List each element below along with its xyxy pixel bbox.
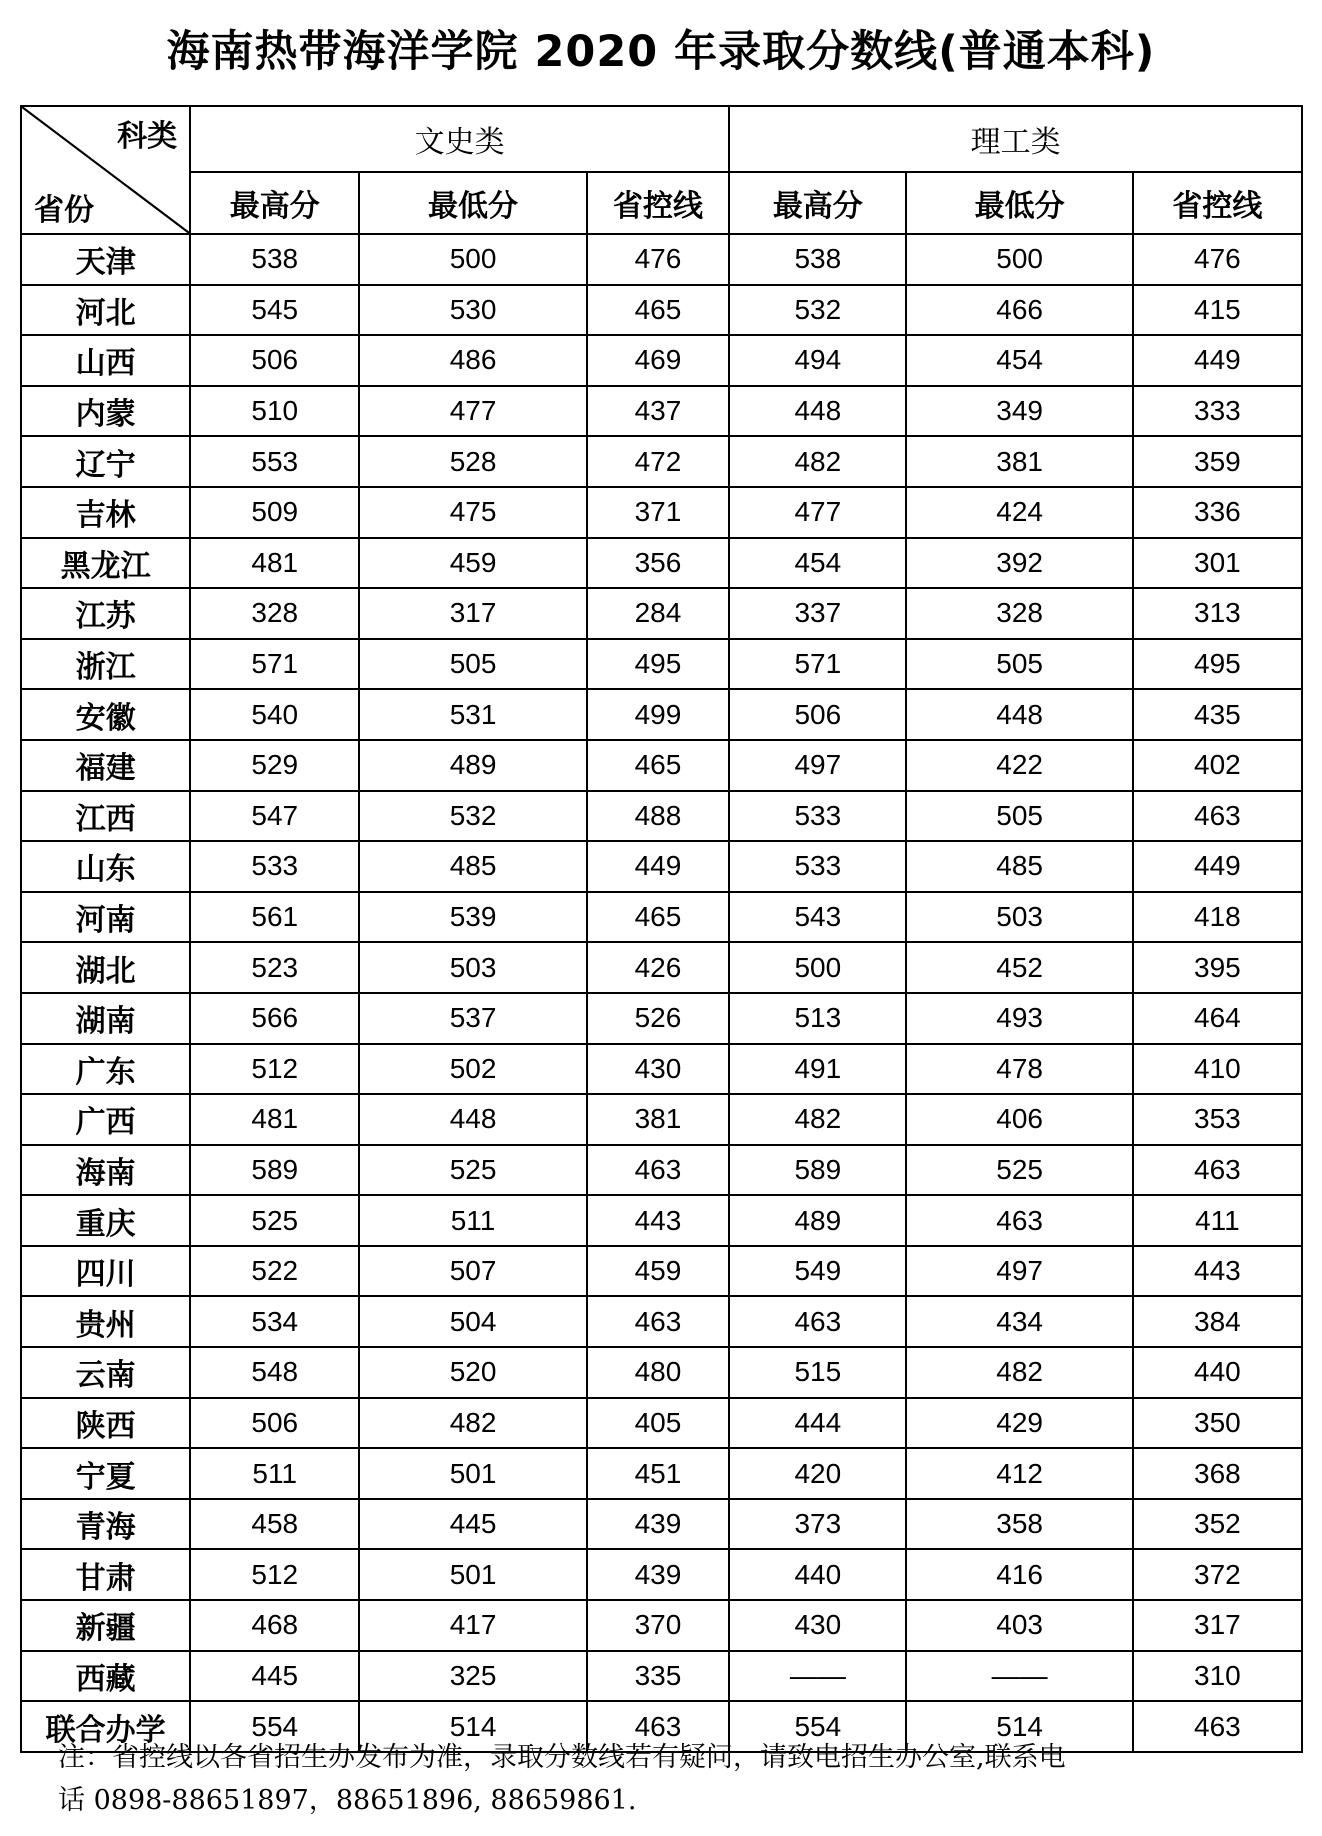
province-cell: 山西 — [21, 335, 190, 386]
score-cell: 500 — [359, 234, 586, 285]
score-cell: 454 — [906, 335, 1132, 386]
table-row — [21, 335, 1302, 386]
score-cell: 481 — [190, 1094, 359, 1145]
table-row — [21, 1347, 1302, 1398]
province-cell: 西藏 — [21, 1651, 190, 1702]
province-cell: 广西 — [21, 1094, 190, 1145]
score-cell: 368 — [1133, 1448, 1302, 1499]
score-cell: 439 — [587, 1549, 729, 1600]
score-cell: 531 — [359, 689, 586, 740]
province-cell: 辽宁 — [21, 436, 190, 487]
table-row — [21, 234, 1302, 285]
score-cell: 482 — [906, 1347, 1132, 1398]
score-cell: 356 — [587, 538, 729, 589]
table-row — [21, 588, 1302, 639]
score-cell: 372 — [1133, 1549, 1302, 1600]
table-row — [21, 639, 1302, 690]
province-cell: 四川 — [21, 1246, 190, 1297]
score-cell: 501 — [359, 1549, 586, 1600]
table-row — [21, 740, 1302, 791]
score-cell: 533 — [729, 791, 906, 842]
score-cell: 571 — [190, 639, 359, 690]
score-cell: 437 — [587, 386, 729, 437]
score-cell: 449 — [1133, 841, 1302, 892]
score-cell: —— — [729, 1651, 906, 1702]
score-cell: 502 — [359, 1044, 586, 1095]
table-row — [21, 942, 1302, 993]
score-cell: 452 — [906, 942, 1132, 993]
score-cell: 506 — [190, 1398, 359, 1449]
score-cell: 440 — [729, 1549, 906, 1600]
score-cell: 333 — [1133, 386, 1302, 437]
subheader-cell: 省控线 — [587, 172, 729, 234]
score-cell: 504 — [359, 1296, 586, 1347]
score-cell: 530 — [359, 285, 586, 336]
score-cell: 466 — [906, 285, 1132, 336]
score-cell: 464 — [1133, 993, 1302, 1044]
score-cell: 336 — [1133, 487, 1302, 538]
corner-header-cell — [21, 106, 190, 234]
score-cell: 403 — [906, 1600, 1132, 1651]
score-cell: 529 — [190, 740, 359, 791]
table-row — [21, 1195, 1302, 1246]
score-cell: 491 — [729, 1044, 906, 1095]
score-cell: 494 — [729, 335, 906, 386]
province-cell: 联合办学 — [21, 1701, 190, 1752]
table-row — [21, 993, 1302, 1044]
score-cell: 463 — [587, 1296, 729, 1347]
score-cell: 434 — [906, 1296, 1132, 1347]
table-row — [21, 1145, 1302, 1196]
footnote-line: 话 0898-88651897，88651896, 88659861. — [58, 1785, 637, 1816]
score-cell: 328 — [190, 588, 359, 639]
score-cell: 405 — [587, 1398, 729, 1449]
score-cell: 418 — [1133, 892, 1302, 943]
score-cell: 571 — [729, 639, 906, 690]
table-row — [21, 1296, 1302, 1347]
province-cell: 江苏 — [21, 588, 190, 639]
table-row — [21, 436, 1302, 487]
score-cell: 522 — [190, 1246, 359, 1297]
table-row — [21, 1094, 1302, 1145]
subheader-cell: 最高分 — [190, 172, 359, 234]
table-row — [21, 285, 1302, 336]
score-cell: 554 — [729, 1701, 906, 1752]
score-cell: 448 — [729, 386, 906, 437]
table-row — [21, 1651, 1302, 1702]
score-cell: 539 — [359, 892, 586, 943]
score-cell: 511 — [190, 1448, 359, 1499]
score-cell: 538 — [190, 234, 359, 285]
score-cell: 358 — [906, 1499, 1132, 1550]
score-cell: 477 — [729, 487, 906, 538]
score-cell: 349 — [906, 386, 1132, 437]
score-cell: 426 — [587, 942, 729, 993]
score-cell: 463 — [1133, 1145, 1302, 1196]
score-cell: 513 — [729, 993, 906, 1044]
score-cell: 328 — [906, 588, 1132, 639]
score-cell: 410 — [1133, 1044, 1302, 1095]
province-cell: 福建 — [21, 740, 190, 791]
province-cell: 新疆 — [21, 1600, 190, 1651]
score-cell: 449 — [1133, 335, 1302, 386]
score-cell: 412 — [906, 1448, 1132, 1499]
score-cell: 443 — [587, 1195, 729, 1246]
score-cell: 525 — [906, 1145, 1132, 1196]
score-cell: 445 — [190, 1651, 359, 1702]
score-cell: 488 — [587, 791, 729, 842]
province-cell: 湖南 — [21, 993, 190, 1044]
score-cell: 359 — [1133, 436, 1302, 487]
score-cell: 454 — [729, 538, 906, 589]
score-cell: 589 — [729, 1145, 906, 1196]
province-cell: 内蒙 — [21, 386, 190, 437]
admission-score-table — [20, 105, 1303, 1753]
score-cell: 463 — [729, 1296, 906, 1347]
score-cell: 476 — [587, 234, 729, 285]
score-cell: 449 — [587, 841, 729, 892]
table-row — [21, 487, 1302, 538]
score-cell: 589 — [190, 1145, 359, 1196]
score-cell: 503 — [359, 942, 586, 993]
score-cell: 532 — [359, 791, 586, 842]
score-cell: 505 — [906, 791, 1132, 842]
score-cell: 415 — [1133, 285, 1302, 336]
score-cell: 526 — [587, 993, 729, 1044]
score-cell: 533 — [190, 841, 359, 892]
score-cell: 478 — [906, 1044, 1132, 1095]
score-cell: 373 — [729, 1499, 906, 1550]
score-cell: 511 — [359, 1195, 586, 1246]
score-cell: 352 — [1133, 1499, 1302, 1550]
score-cell: 317 — [1133, 1600, 1302, 1651]
score-cell: 497 — [906, 1246, 1132, 1297]
score-cell: 553 — [190, 436, 359, 487]
score-cell: 411 — [1133, 1195, 1302, 1246]
score-cell: 395 — [1133, 942, 1302, 993]
score-cell: 353 — [1133, 1094, 1302, 1145]
table-row — [21, 1246, 1302, 1297]
score-cell: 482 — [359, 1398, 586, 1449]
score-cell: 463 — [587, 1145, 729, 1196]
score-cell: 497 — [729, 740, 906, 791]
score-cell: 476 — [1133, 234, 1302, 285]
province-cell: 湖北 — [21, 942, 190, 993]
province-cell: 海南 — [21, 1145, 190, 1196]
score-cell: 506 — [190, 335, 359, 386]
subheader-cell: 省控线 — [1133, 172, 1302, 234]
score-cell: 458 — [190, 1499, 359, 1550]
score-cell: 440 — [1133, 1347, 1302, 1398]
category-header-science: 理工类 — [729, 106, 1302, 172]
score-cell: 402 — [1133, 740, 1302, 791]
score-cell: 500 — [906, 234, 1132, 285]
score-cell: 514 — [906, 1701, 1132, 1752]
table-row — [21, 892, 1302, 943]
table-row — [21, 386, 1302, 437]
score-cell: 528 — [359, 436, 586, 487]
footnote-line: 注：省控线以各省招生办发布为准，录取分数线若有疑问，请致电招生办公室,联系电 — [58, 1742, 1066, 1773]
score-cell: —— — [906, 1651, 1132, 1702]
score-cell: 482 — [729, 436, 906, 487]
score-cell: 406 — [906, 1094, 1132, 1145]
score-cell: 540 — [190, 689, 359, 740]
score-cell: 325 — [359, 1651, 586, 1702]
score-cell: 523 — [190, 942, 359, 993]
province-cell: 安徽 — [21, 689, 190, 740]
table-row — [21, 1398, 1302, 1449]
table-row — [21, 1549, 1302, 1600]
province-cell: 河北 — [21, 285, 190, 336]
score-cell: 463 — [1133, 791, 1302, 842]
score-cell: 384 — [1133, 1296, 1302, 1347]
score-cell: 507 — [359, 1246, 586, 1297]
score-cell: 512 — [190, 1549, 359, 1600]
score-cell: 499 — [587, 689, 729, 740]
score-cell: 469 — [587, 335, 729, 386]
province-cell: 甘肃 — [21, 1549, 190, 1600]
score-cell: 429 — [906, 1398, 1132, 1449]
table-row — [21, 1499, 1302, 1550]
score-cell: 489 — [729, 1195, 906, 1246]
score-cell: 515 — [729, 1347, 906, 1398]
table-row — [21, 1044, 1302, 1095]
score-cell: 370 — [587, 1600, 729, 1651]
score-cell: 481 — [190, 538, 359, 589]
score-cell: 337 — [729, 588, 906, 639]
score-cell: 313 — [1133, 588, 1302, 639]
score-cell: 444 — [729, 1398, 906, 1449]
score-cell: 489 — [359, 740, 586, 791]
score-cell: 448 — [906, 689, 1132, 740]
province-cell: 黑龙江 — [21, 538, 190, 589]
score-cell: 317 — [359, 588, 586, 639]
score-cell: 424 — [906, 487, 1132, 538]
score-cell: 420 — [729, 1448, 906, 1499]
score-cell: 430 — [729, 1600, 906, 1651]
subheader-cell: 最低分 — [359, 172, 586, 234]
score-cell: 459 — [359, 538, 586, 589]
score-cell: 448 — [359, 1094, 586, 1145]
page-title: 海南热带海洋学院 2020 年录取分数线(普通本科) — [166, 27, 1156, 77]
score-cell: 465 — [587, 285, 729, 336]
score-cell: 485 — [906, 841, 1132, 892]
score-cell: 465 — [587, 740, 729, 791]
score-cell: 482 — [729, 1094, 906, 1145]
table-row — [21, 841, 1302, 892]
score-cell: 472 — [587, 436, 729, 487]
score-cell: 495 — [587, 639, 729, 690]
score-cell: 525 — [190, 1195, 359, 1246]
province-cell: 宁夏 — [21, 1448, 190, 1499]
province-cell: 河南 — [21, 892, 190, 943]
corner-category-label: 科类 — [117, 119, 178, 154]
score-cell: 512 — [190, 1044, 359, 1095]
score-cell: 350 — [1133, 1398, 1302, 1449]
score-cell: 371 — [587, 487, 729, 538]
corner-province-label: 省份 — [34, 193, 94, 228]
score-cell: 480 — [587, 1347, 729, 1398]
score-cell: 505 — [359, 639, 586, 690]
province-cell: 云南 — [21, 1347, 190, 1398]
province-cell: 广东 — [21, 1044, 190, 1095]
score-cell: 451 — [587, 1448, 729, 1499]
score-cell: 547 — [190, 791, 359, 842]
score-cell: 532 — [729, 285, 906, 336]
score-cell: 537 — [359, 993, 586, 1044]
score-cell: 510 — [190, 386, 359, 437]
score-cell: 493 — [906, 993, 1132, 1044]
score-cell: 520 — [359, 1347, 586, 1398]
score-cell: 509 — [190, 487, 359, 538]
score-cell: 463 — [906, 1195, 1132, 1246]
table-row — [21, 538, 1302, 589]
score-cell: 468 — [190, 1600, 359, 1651]
score-cell: 477 — [359, 386, 586, 437]
score-cell: 284 — [587, 588, 729, 639]
score-cell: 301 — [1133, 538, 1302, 589]
category-header-liberal-arts: 文史类 — [190, 106, 729, 172]
table-row — [21, 791, 1302, 842]
score-cell: 533 — [729, 841, 906, 892]
score-cell: 503 — [906, 892, 1132, 943]
score-cell: 543 — [729, 892, 906, 943]
score-cell: 335 — [587, 1651, 729, 1702]
subheader-cell: 最高分 — [729, 172, 906, 234]
score-cell: 422 — [906, 740, 1132, 791]
score-cell: 381 — [906, 436, 1132, 487]
score-cell: 495 — [1133, 639, 1302, 690]
score-cell: 310 — [1133, 1651, 1302, 1702]
score-cell: 514 — [359, 1701, 586, 1752]
province-cell: 吉林 — [21, 487, 190, 538]
score-cell: 534 — [190, 1296, 359, 1347]
table-row — [21, 1600, 1302, 1651]
province-cell: 天津 — [21, 234, 190, 285]
score-cell: 500 — [729, 942, 906, 993]
score-cell: 525 — [359, 1145, 586, 1196]
score-cell: 392 — [906, 538, 1132, 589]
score-cell: 417 — [359, 1600, 586, 1651]
score-cell: 549 — [729, 1246, 906, 1297]
province-cell: 浙江 — [21, 639, 190, 690]
score-cell: 459 — [587, 1246, 729, 1297]
province-cell: 贵州 — [21, 1296, 190, 1347]
score-cell: 505 — [906, 639, 1132, 690]
score-cell: 439 — [587, 1499, 729, 1550]
score-cell: 554 — [190, 1701, 359, 1752]
score-cell: 566 — [190, 993, 359, 1044]
province-cell: 青海 — [21, 1499, 190, 1550]
score-cell: 561 — [190, 892, 359, 943]
score-cell: 430 — [587, 1044, 729, 1095]
province-cell: 陕西 — [21, 1398, 190, 1449]
score-cell: 416 — [906, 1549, 1132, 1600]
score-cell: 485 — [359, 841, 586, 892]
table-row — [21, 1448, 1302, 1499]
score-cell: 465 — [587, 892, 729, 943]
score-cell: 463 — [587, 1701, 729, 1752]
score-cell: 463 — [1133, 1701, 1302, 1752]
province-cell: 山东 — [21, 841, 190, 892]
score-cell: 501 — [359, 1448, 586, 1499]
score-cell: 506 — [729, 689, 906, 740]
score-cell: 381 — [587, 1094, 729, 1145]
province-cell: 江西 — [21, 791, 190, 842]
score-cell: 435 — [1133, 689, 1302, 740]
subheader-cell: 最低分 — [906, 172, 1132, 234]
province-cell: 重庆 — [21, 1195, 190, 1246]
score-cell: 545 — [190, 285, 359, 336]
score-cell: 486 — [359, 335, 586, 386]
footnote — [58, 1736, 1298, 1822]
score-cell: 443 — [1133, 1246, 1302, 1297]
table-body — [21, 234, 1302, 1752]
score-cell: 538 — [729, 234, 906, 285]
score-cell: 548 — [190, 1347, 359, 1398]
score-cell: 445 — [359, 1499, 586, 1550]
table-row — [21, 689, 1302, 740]
score-cell: 475 — [359, 487, 586, 538]
